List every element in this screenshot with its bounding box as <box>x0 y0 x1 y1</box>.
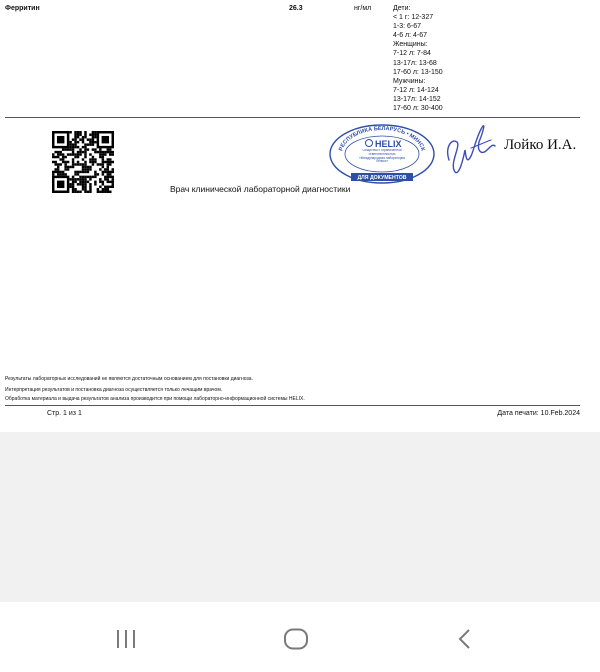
disclaimer-line: Результаты лабораторных исследований не являются достаточным основанием для постановки диагноза. <box>5 376 253 382</box>
reference-line: 13-17л: 13-68 <box>393 59 437 67</box>
page-number: Стр. 1 из 1 <box>47 410 82 417</box>
reference-line: 13-17л: 14-152 <box>393 95 441 103</box>
reference-line: 7-12 л: 14-124 <box>393 86 439 94</box>
reference-line: 4-6 л: 4-67 <box>393 32 428 40</box>
test-unit: нг/мл <box>354 5 372 12</box>
disclaimer-line: Интерпретация результатов и постановка диагноза осуществляется только лечащим врачом. <box>5 387 223 393</box>
footer-divider <box>5 405 580 406</box>
reference-line: 1-3: 6-67 <box>393 23 422 31</box>
reference-ranges <box>393 4 443 113</box>
reference-line: Мужчины: <box>393 77 426 85</box>
test-value: 26.3 <box>289 5 303 12</box>
reference-line: < 1 г: 12-327 <box>393 14 434 22</box>
signature-scribble <box>441 120 497 178</box>
reference-line: 7-12 л: 7-84 <box>393 50 431 58</box>
home-icon[interactable] <box>283 628 309 650</box>
back-icon[interactable] <box>456 628 474 650</box>
disclaimer-line: Обработка материала и выдача результатов анализа производится при помощи лабораторно-информационной системы HELIX. <box>5 396 305 402</box>
stamp-logo: HELIX <box>375 139 402 149</box>
stamp-company: Общество с ограниченной ответственностью «Международная лаборатория Хеликс» <box>359 149 405 164</box>
reference-line: Женщины: <box>393 41 428 49</box>
stamp-ring-text: РЕСПУБЛИКА БЕЛАРУСЬ • МИНСК <box>338 125 426 152</box>
qr-code[interactable] <box>52 131 114 193</box>
print-date: Дата печати: 10.Feb.2024 <box>497 410 580 417</box>
divider <box>5 117 580 118</box>
signer-name: Лойко И.А. <box>504 137 577 153</box>
test-name: Ферритин <box>5 5 40 12</box>
stamp-bottom-text: ДЛЯ ДОКУМЕНТОВ <box>357 175 407 182</box>
reference-line: 17-60 л: 30-400 <box>393 105 443 113</box>
reference-line: Дети: <box>393 5 411 12</box>
doctor-title: Врач клинической лабораторной диагностики <box>170 184 351 194</box>
recent-apps-icon[interactable] <box>114 628 138 650</box>
android-navigation-bar <box>0 602 600 672</box>
reference-line: 17-60 л: 13-150 <box>393 68 443 76</box>
lab-stamp <box>327 123 437 185</box>
